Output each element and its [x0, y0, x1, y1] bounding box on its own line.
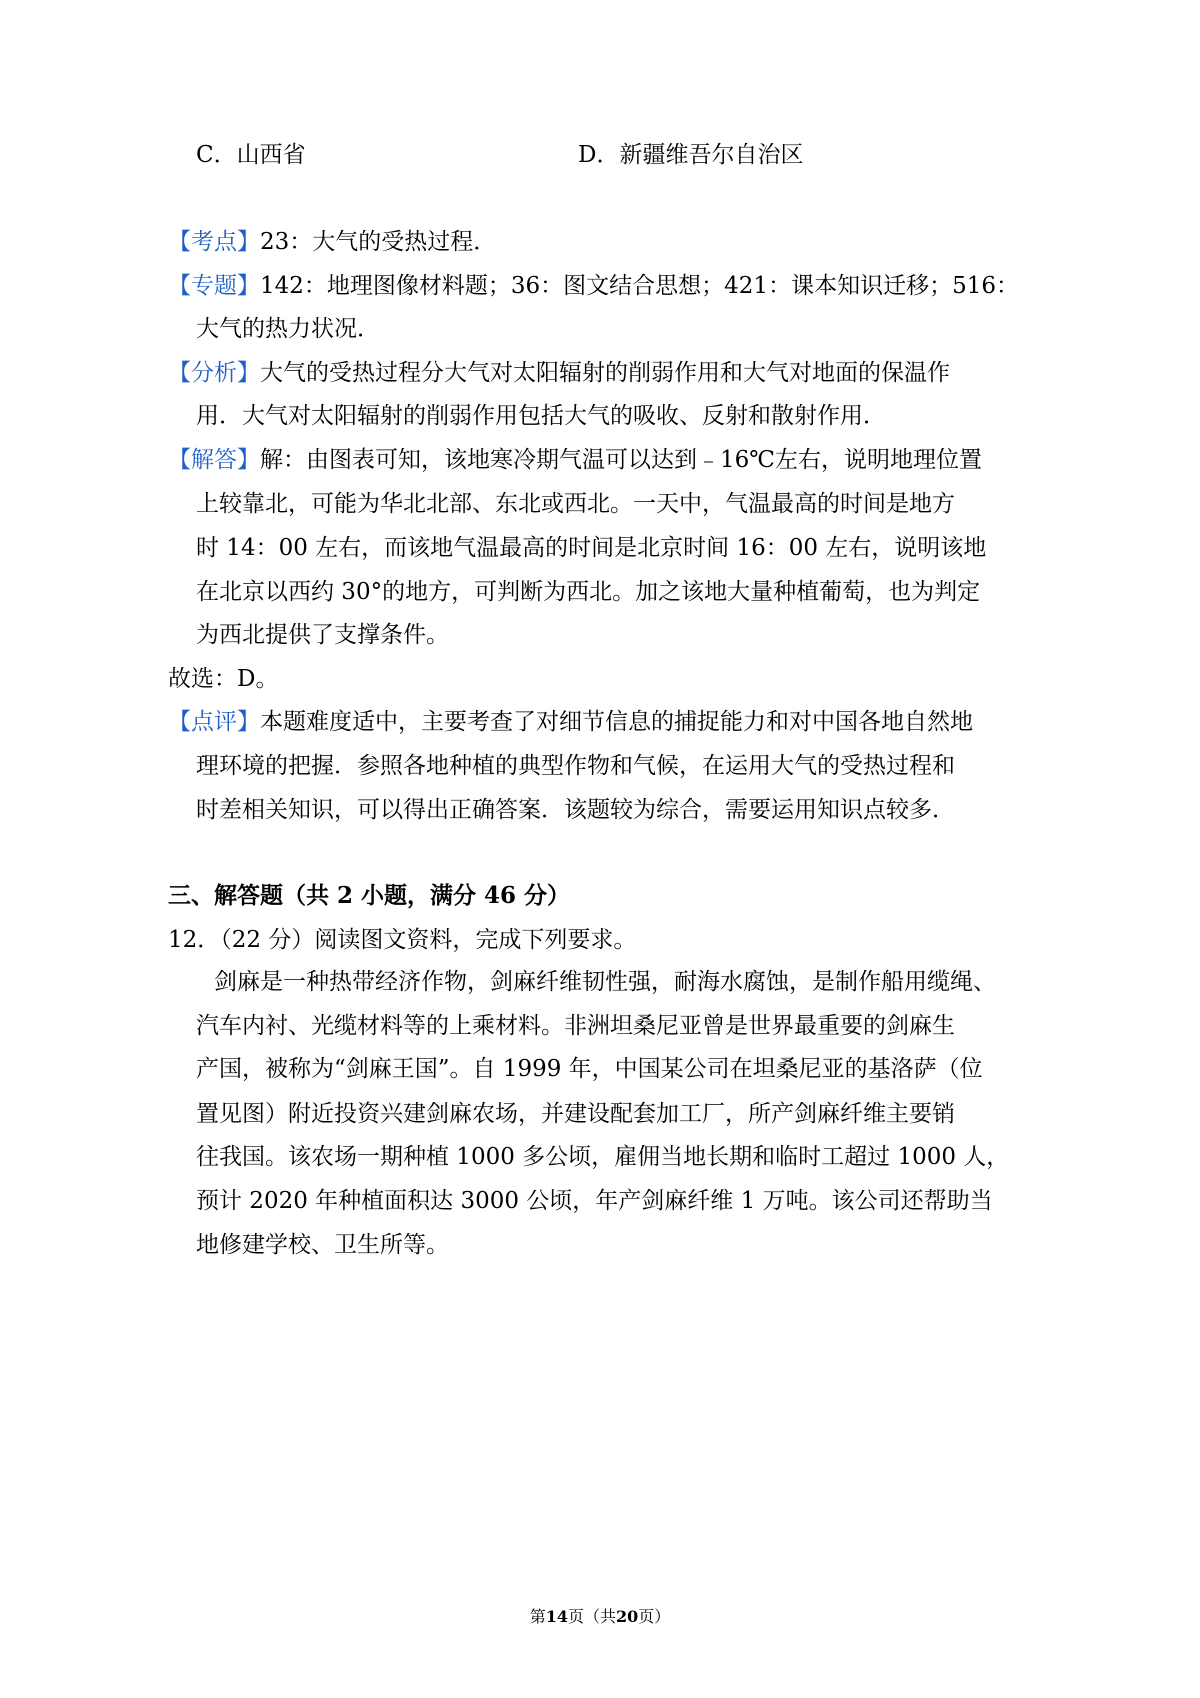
- kaodian-line: [168, 227, 496, 257]
- kaodian-tag: 【考点】: [168, 229, 260, 255]
- jieda-line-5: 为西北提供了支撑条件。: [196, 622, 449, 648]
- question-12-para-line-4: 置见图）附近投资兴建剑麻农场，并建设配套加工厂，所产剑麻纤维主要销: [196, 1101, 955, 1127]
- jieda-tag: 【解答】: [168, 447, 260, 473]
- jieda-text-1: 解：由图表可知，该地寒冷期气温可以达到﹣16℃左右，说明地理位置: [260, 447, 982, 473]
- jieda-line-1: [168, 445, 982, 475]
- option-c: C．山西省: [196, 142, 306, 168]
- fenxi-tag: 【分析】: [168, 360, 260, 386]
- fenxi-line-1: [168, 358, 950, 388]
- answer-line: 故选：D。: [168, 666, 279, 692]
- zhuanti-line-1: [168, 271, 1019, 301]
- kaodian-text: 23：大气的受热过程．: [260, 229, 497, 255]
- question-12-para-line-3: 产国，被称为“剑麻王国”。自 1999 年，中国某公司在坦桑尼亚的基洛萨（位: [196, 1056, 983, 1082]
- jieda-line-3: 时 14：00 左右，而该地气温最高的时间是北京时间 16：00 左右，说明该地: [196, 535, 987, 561]
- section-heading: 三、解答题（共 2 小题，满分 46 分）: [168, 882, 571, 909]
- fenxi-line-2: 用．大气对太阳辐射的削弱作用包括大气的吸收、反射和散射作用．: [196, 403, 886, 429]
- footer-mid: 页（共: [567, 1607, 616, 1626]
- footer-prefix: 第: [529, 1607, 546, 1626]
- dianping-tag: 【点评】: [168, 709, 260, 735]
- zhuanti-line-2: 大气的热力状况．: [196, 316, 380, 342]
- question-12-para-line-2: 汽车内衬、光缆材料等的上乘材料。非洲坦桑尼亚曾是世界最重要的剑麻生: [196, 1013, 955, 1039]
- option-d: D．新疆维吾尔自治区: [578, 142, 804, 168]
- jieda-line-2: 上较靠北，可能为华北北部、东北或西北。一天中，气温最高的时间是地方: [196, 491, 955, 517]
- dianping-line-3: 时差相关知识，可以得出正确答案．该题较为综合，需要运用知识点较多．: [196, 797, 955, 823]
- fenxi-text-1: 大气的受热过程分大气对太阳辐射的削弱作用和大气对地面的保温作: [260, 360, 950, 386]
- question-12-para-line-7: 地修建学校、卫生所等。: [196, 1232, 449, 1258]
- question-12-para-line-5: 往我国。该农场一期种植 1000 多公顷，雇佣当地长期和临时工超过 1000 人，: [196, 1144, 1010, 1170]
- question-12-stem: 12．（22 分）阅读图文资料，完成下列要求。: [168, 927, 637, 953]
- question-12-para-line-6: 预计 2020 年种植面积达 3000 公顷，年产剑麻纤维 1 万吨。该公司还帮助当: [196, 1188, 993, 1214]
- dianping-line-2: 理环境的把握．参照各地种植的典型作物和气候，在运用大气的受热过程和: [196, 753, 955, 779]
- question-12-para-line-1: 剑麻是一种热带经济作物，剑麻纤维韧性强，耐海水腐蚀，是制作船用缆绳、: [214, 969, 996, 995]
- footer-total-pages: 20: [616, 1607, 639, 1626]
- page-footer: [0, 1606, 1200, 1628]
- footer-suffix: 页）: [638, 1607, 671, 1626]
- zhuanti-tag: 【专题】: [168, 273, 260, 299]
- zhuanti-text-1: 142：地理图像材料题；36：图文结合思想；421：课本知识迁移；516：: [260, 273, 1019, 299]
- footer-page-number: 14: [545, 1607, 568, 1626]
- dianping-line-1: [168, 707, 973, 737]
- jieda-line-4: 在北京以西约 30°的地方，可判断为西北。加之该地大量种植葡萄，也为判定: [196, 579, 981, 605]
- dianping-text-1: 本题难度适中，主要考查了对细节信息的捕捉能力和对中国各地自然地: [260, 709, 973, 735]
